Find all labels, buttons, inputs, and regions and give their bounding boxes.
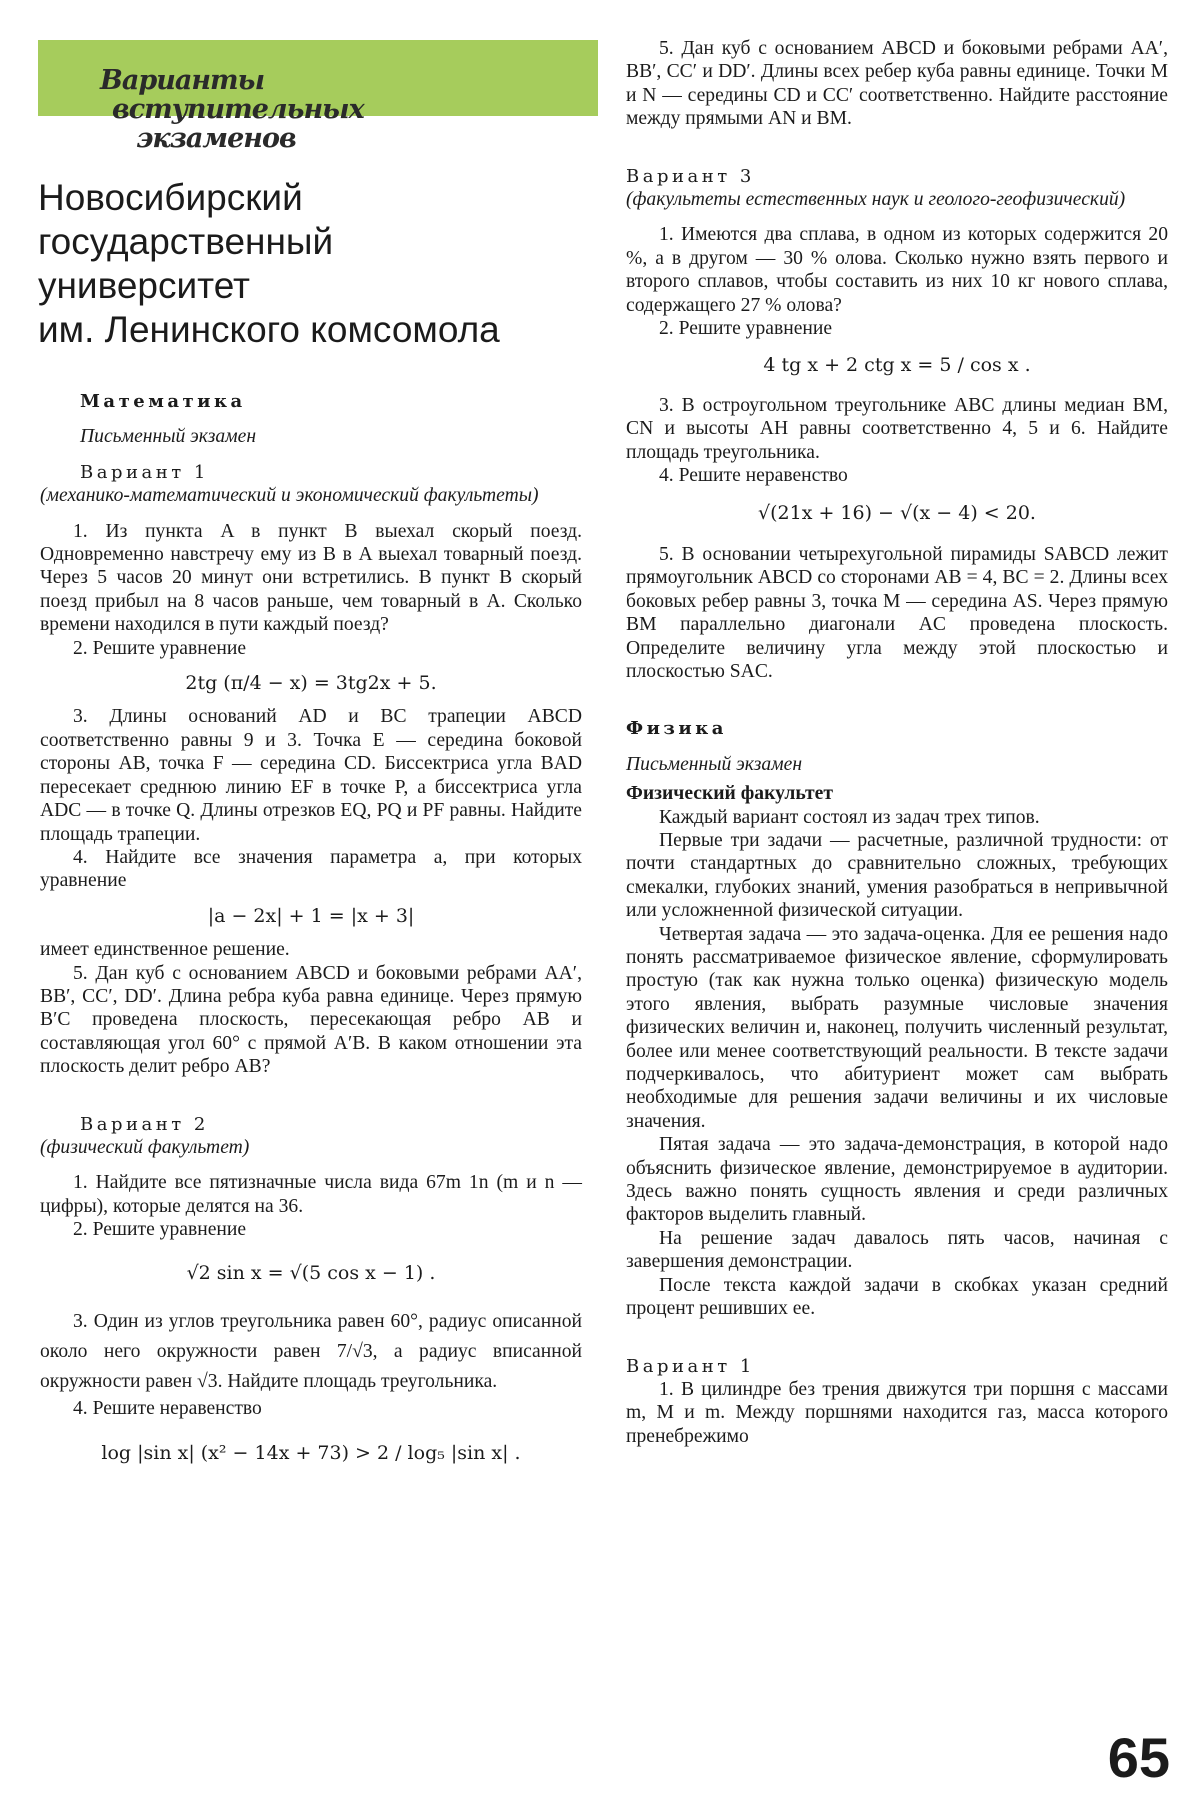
math-v2-title: Вариант 2 <box>80 1113 209 1135</box>
physics-intro-6: После текста каждой задачи в скобках указан средний процент решивших ее. <box>626 1274 1168 1320</box>
math-v3-problem-3: 3. В остроугольном треугольнике ABC длины медиан BM, CN и высоты AH равны соответственно 4, 5 и 6. Найдите площадь треугольника. <box>626 394 1168 463</box>
math-v1-problem-5: 5. Дан куб с основанием ABCD и боковыми ребрами AA′, BB′, CC′, DD′. Длина ребра куба равна единице. Через прямую B′C проведена плоскость, пересекающая ребро AB и составляющая угол 60° с прямой A′B. В каком отношении эта плоскость делит ребро AB? <box>40 962 582 1078</box>
physics-intro-3: Четвертая задача — это задача-оценка. Для ее решения надо понять рассматриваемое физическое явление, сформулировать простую (так как нужна только оценка) физическую модель этого явления, выбрать разумные числовые значения физических величин и, наконец, получить численный результат, более или менее соответствующий реальности. В тексте задачи подчеркивалось, что абитуриент может сам выбрать необходимые для решения задачи величины и их числовые значения. <box>626 923 1168 1132</box>
physics-faculty: Физический факультет <box>626 783 833 805</box>
title-line-2: государственный <box>38 221 334 262</box>
math-v2-formula-4: log |sin x| (x² − 14x + 73) > 2 / log₅ |sin x| . <box>101 1442 521 1465</box>
page-number: 65 <box>1107 1726 1170 1789</box>
math-v3-faculty: (факультеты естественных наук и геолого-геофизический) <box>626 189 1126 211</box>
math-v3-problem-2: 2. Решите уравнение <box>659 318 833 340</box>
physics-exam-type: Письменный экзамен <box>626 753 803 775</box>
banner-script-title <box>100 66 460 153</box>
math-v2-problem-1: 1. Найдите все пятизначные числа вида 67m 1n (m и n — цифры), которые делятся на 36. <box>40 1172 582 1217</box>
math-v3-formula-4: √(21x + 16) − √(x − 4) < 20. <box>758 501 1036 524</box>
math-v3-problem-1: 1. Имеются два сплава, в одном из которых содержится 20 %, а в другом — 30 % олова. Сколько нужно взять первого и второго сплавов, чтобы составить из них 10 кг нового сплава, содержащего 27 % олова? <box>626 224 1168 316</box>
math-v2-problem-2: 2. Решите уравнение <box>73 1219 247 1241</box>
physics-intro-5: На решение задач давалось пять часов, начиная с завершения демонстрации. <box>626 1227 1168 1273</box>
left-column <box>40 390 582 1466</box>
physics-intro-1: Каждый вариант состоял из задач трех типов. <box>659 806 1040 828</box>
title-line-1: Новосибирский <box>38 177 303 218</box>
math-v2-faculty: (физический факультет) <box>40 1136 250 1158</box>
physics-intro-4: Пятая задача — это задача-демонстрация, в которой надо объяснить физическое явление, демонстрируемое в аудитории. Здесь важно понять сущность явления и среди различных факторов выделить главный. <box>626 1134 1168 1226</box>
math-v1-problem-4-tail: имеет единственное решение. <box>40 939 290 961</box>
math-v2-formula-2: √2 sin x = √(5 cos x − 1) . <box>186 1261 436 1284</box>
university-title <box>38 176 598 352</box>
math-v2-problem-5: 5. Дан куб с основанием ABCD и боковыми ребрами AA′, BB′, CC′ и DD′. Длины всех ребер куба равны единице. Точки M и N — середины CD и CC′ соответственно. Найдите расстояние между прямыми AN и BM. <box>626 38 1168 130</box>
section-banner <box>38 40 598 154</box>
math-v3-formula-2: 4 tg x + 2 ctg x = 5 / cos x . <box>763 354 1031 377</box>
physics-heading: Физика <box>626 718 727 740</box>
math-v1-title: Вариант 1 <box>80 461 209 483</box>
math-v1-problem-1: 1. Из пункта A в пункт B выехал скорый поезд. Одновременно навстречу ему из B в A выехал товарный поезд. Через 5 часов 20 минут они встретились. В пункт B скорый поезд прибыл на 8 часов раньше, чем товарный в A. Сколько времени находился в пути каждый поезд? <box>40 520 582 636</box>
banner-line-2: вступительных <box>112 94 364 125</box>
math-heading: Математика <box>80 391 246 412</box>
physics-v1-title: Вариант 1 <box>626 1355 755 1377</box>
math-v1-problem-3: 3. Длины оснований AD и BC трапеции ABCD соответственно равны 9 и 3. Точка E — середина боковой стороны AB, точка F — середина CD. Биссектриса угла BAD пересекает среднюю линию EF в точке P, а биссектриса угла ADC — в точке Q. Длины отрезков EQ, PQ и PF равны. Найдите площадь трапеции. <box>40 706 582 845</box>
math-v2-problem-4: 4. Решите неравенство <box>73 1398 262 1419</box>
math-v3-problem-5: 5. В основании четырехугольной пирамиды SABCD лежит прямоугольник ABCD со сторонами AB = 4, BC = 2. Длины всех боковых ребер равны 3, точка M — середина AS. Через прямую BM параллельно диагонали AC проведена плоскость. Определите величину угла между этой плоскостью и плоскостью SAC. <box>626 543 1168 682</box>
physics-v1-problem-1: 1. В цилиндре без трения движутся три поршня с массами m, M и m. Между поршнями находится газ, масса которого пренебрежимо <box>626 1378 1168 1447</box>
math-v2-problem-3: 3. Один из углов треугольника равен 60°, радиус описанной около него окружности равен 7/√3, а радиус вписанной окружности равен √3. Найдите площадь треугольника. <box>40 1311 582 1392</box>
banner-line-3: экзаменов <box>136 123 296 154</box>
math-v1-faculty: (механико-математический и экономический факультеты) <box>40 485 539 507</box>
title-line-4: им. Ленинского комсомола <box>38 309 500 350</box>
math-v3-problem-4: 4. Решите неравенство <box>659 465 848 487</box>
math-v1-formula-2: 2tg (π/4 − x) = 3tg2x + 5. <box>185 672 437 695</box>
title-line-3: университет <box>38 265 250 306</box>
physics-intro-2: Первые три задачи — расчетные, различной трудности: от почти стандартных до сравнительно сложных, требующих смекалки, глубоких знаний, умения разобраться в непривычной или усложненной физической ситуации. <box>626 829 1168 922</box>
math-v1-problem-4: 4. Найдите все значения параметра a, при которых уравнение <box>40 846 582 892</box>
math-v3-title: Вариант 3 <box>626 165 755 187</box>
banner-line-1: Варианты <box>100 65 265 96</box>
math-exam-type: Письменный экзамен <box>80 426 257 448</box>
right-column <box>626 37 1168 1448</box>
math-v1-problem-2: 2. Решите уравнение <box>73 637 247 659</box>
math-v1-formula-4: |a − 2x| + 1 = |x + 3| <box>207 904 415 927</box>
